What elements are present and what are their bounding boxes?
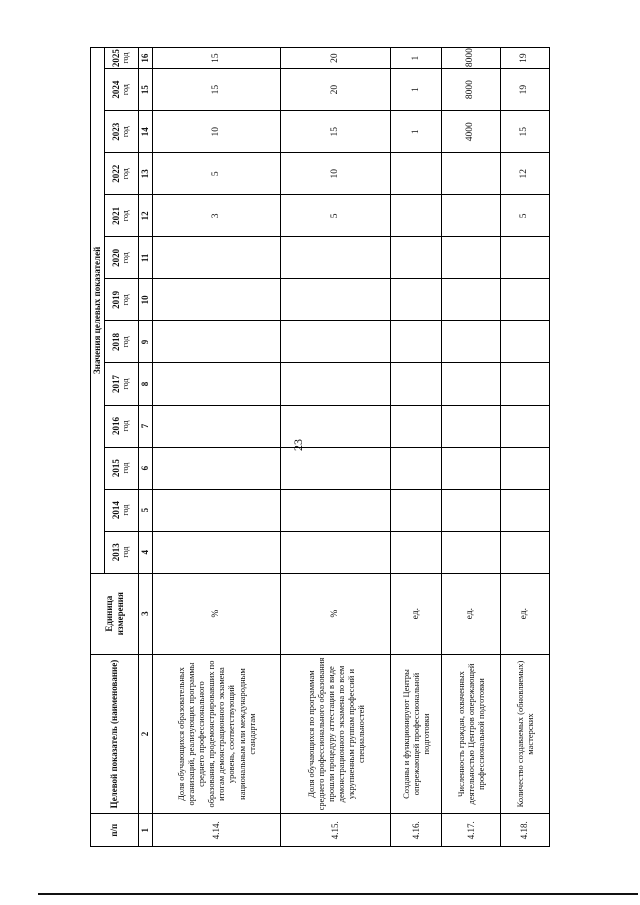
indicator-value [391, 489, 442, 531]
indicator-value: 5 [280, 195, 391, 237]
table-row [500, 48, 549, 847]
year-label: 2016 [111, 417, 122, 436]
indicator-value [391, 531, 442, 573]
indicator-value [391, 405, 442, 447]
year-label: 2021 [111, 206, 122, 225]
indicator-value [442, 405, 500, 447]
header-year-2017 [105, 363, 139, 405]
indicator-value: 8000 [442, 69, 500, 111]
row-number: 4.18. [500, 814, 549, 847]
indicator-value [391, 447, 442, 489]
indicator-value [153, 447, 281, 489]
indicator-name: Доля обучающихся образовательных организаций, реализующих программы среднего профессионального образования, продемонстрировавших по итогам демонстрационного экзамена уровень, соответствующий национальным или международным стандартам [153, 654, 281, 814]
indicator-value [153, 405, 281, 447]
indicator-value [280, 489, 391, 531]
indicator-value [153, 531, 281, 573]
indicator-value: 1 [391, 111, 442, 153]
page-number: 23 [291, 439, 305, 451]
table-row [153, 48, 281, 847]
year-label: 2014 [111, 501, 122, 520]
indicator-value: 5 [500, 195, 549, 237]
indicator-value [442, 447, 500, 489]
indicator-value: 20 [280, 48, 391, 69]
indicator-value: 1 [391, 48, 442, 69]
year-label: 2019 [111, 290, 122, 309]
indicator-value [500, 489, 549, 531]
unit-of-measure: ед. [500, 573, 549, 654]
header-year-2018 [105, 321, 139, 363]
indicator-value: 15 [153, 69, 281, 111]
header-year-2013 [105, 531, 139, 573]
header-year-2024 [105, 69, 139, 111]
column-index: 1 [139, 814, 153, 847]
indicator-value [153, 279, 281, 321]
indicator-name: Доля обучающихся по программам среднего профессионального образования прошли процедуру аттестации в виде демонстрационного экзамена по всем укрупненным группам профессий и специальностей [280, 654, 391, 814]
indicator-value [153, 363, 281, 405]
header-year-2025 [105, 48, 139, 69]
indicator-value [153, 237, 281, 279]
indicator-value [391, 279, 442, 321]
unit-of-measure: ед. [391, 573, 442, 654]
header-year-2023 [105, 111, 139, 153]
indicator-value [442, 531, 500, 573]
indicator-value [280, 321, 391, 363]
column-index: 2 [139, 654, 153, 814]
column-index: 3 [139, 573, 153, 654]
indicator-value: 20 [280, 69, 391, 111]
column-index: 8 [139, 363, 153, 405]
unit-of-measure: % [280, 573, 391, 654]
year-suffix: год [121, 504, 131, 516]
header-year-2016 [105, 405, 139, 447]
column-index: 4 [139, 531, 153, 573]
year-suffix: год [121, 252, 131, 264]
indicator-value [280, 531, 391, 573]
page-bottom-rule [38, 893, 638, 895]
column-index: 15 [139, 69, 153, 111]
year-suffix: год [121, 126, 131, 138]
year-suffix: год [121, 294, 131, 306]
column-index: 7 [139, 405, 153, 447]
indicator-value: 15 [280, 111, 391, 153]
indicator-value: 8000 [442, 48, 500, 69]
indicator-value: 5 [153, 153, 281, 195]
indicator-value [500, 237, 549, 279]
indicator-value [500, 405, 549, 447]
indicator-value [391, 195, 442, 237]
indicator-value [280, 279, 391, 321]
table-row [391, 48, 442, 847]
indicator-value [280, 405, 391, 447]
indicator-value: 4000 [442, 111, 500, 153]
column-index: 13 [139, 153, 153, 195]
indicator-value: 1 [391, 69, 442, 111]
indicator-value [500, 531, 549, 573]
indicator-value [500, 321, 549, 363]
indicator-value: 3 [153, 195, 281, 237]
indicator-value [391, 363, 442, 405]
indicator-value: 19 [500, 69, 549, 111]
year-suffix: год [121, 462, 131, 474]
row-number: 4.17. [442, 814, 500, 847]
year-suffix: год [121, 52, 131, 64]
header-indicator: Целевой показатель (наименование) [91, 654, 139, 814]
year-suffix: год [121, 168, 131, 180]
header-values: Значения целевых показателей [91, 48, 105, 574]
header-year-2015 [105, 447, 139, 489]
indicator-value [153, 321, 281, 363]
year-suffix: год [121, 378, 131, 390]
indicator-value: 12 [500, 153, 549, 195]
column-index: 11 [139, 237, 153, 279]
header-year-2020 [105, 237, 139, 279]
year-label: 2015 [111, 459, 122, 478]
column-index: 10 [139, 279, 153, 321]
rotated-table-wrapper [90, 47, 550, 847]
indicator-value: 10 [280, 153, 391, 195]
indicator-value [280, 237, 391, 279]
indicator-value [442, 195, 500, 237]
year-label: 2020 [111, 248, 122, 267]
indicator-value: 10 [153, 111, 281, 153]
indicator-value [442, 321, 500, 363]
indicator-value [153, 489, 281, 531]
header-year-2019 [105, 279, 139, 321]
year-label: 2017 [111, 375, 122, 393]
indicator-value [442, 279, 500, 321]
indicator-value [280, 447, 391, 489]
year-label: 2018 [111, 332, 122, 351]
year-label: 2013 [111, 543, 122, 562]
year-label: 2023 [111, 122, 122, 141]
indicator-value [500, 363, 549, 405]
indicator-value [391, 321, 442, 363]
header-year-2022 [105, 153, 139, 195]
indicator-value [391, 237, 442, 279]
row-number: 4.16. [391, 814, 442, 847]
year-suffix: год [121, 420, 131, 432]
indicator-value [442, 489, 500, 531]
indicator-name: Численность граждан, охваченных деятельностью Центров опережающей профессиональной подготовки [442, 654, 500, 814]
indicators-table [90, 47, 550, 847]
indicator-value: 15 [500, 111, 549, 153]
indicator-value [500, 447, 549, 489]
year-suffix: год [121, 210, 131, 222]
year-label: 2024 [111, 80, 122, 99]
row-number: 4.14. [153, 814, 281, 847]
table-row [442, 48, 500, 847]
indicator-name: Количество создаваемых (обновляемых) мастерских [500, 654, 549, 814]
indicator-value: 15 [153, 48, 281, 69]
column-index: 16 [139, 48, 153, 69]
column-index: 6 [139, 447, 153, 489]
column-index: 5 [139, 489, 153, 531]
table-row [280, 48, 391, 847]
column-index: 14 [139, 111, 153, 153]
indicator-value: 19 [500, 48, 549, 69]
column-index: 9 [139, 321, 153, 363]
unit-of-measure: % [153, 573, 281, 654]
indicator-value [442, 237, 500, 279]
year-suffix: год [121, 546, 131, 558]
header-year-2014 [105, 489, 139, 531]
header-num: п/п [91, 814, 139, 847]
indicator-value [391, 153, 442, 195]
indicator-value [442, 363, 500, 405]
header-unit: Единица измерения [91, 573, 139, 654]
row-number: 4.15. [280, 814, 391, 847]
header-year-2021 [105, 195, 139, 237]
year-label: 2025 [111, 49, 122, 68]
column-index: 12 [139, 195, 153, 237]
indicator-name: Созданы и функционируют Центры опережающей профессиональной подготовки [391, 654, 442, 814]
year-suffix: год [121, 84, 131, 96]
year-suffix: год [121, 336, 131, 348]
indicator-value [280, 363, 391, 405]
indicator-value [442, 153, 500, 195]
year-label: 2022 [111, 164, 122, 183]
unit-of-measure: ед. [442, 573, 500, 654]
indicator-value [500, 279, 549, 321]
